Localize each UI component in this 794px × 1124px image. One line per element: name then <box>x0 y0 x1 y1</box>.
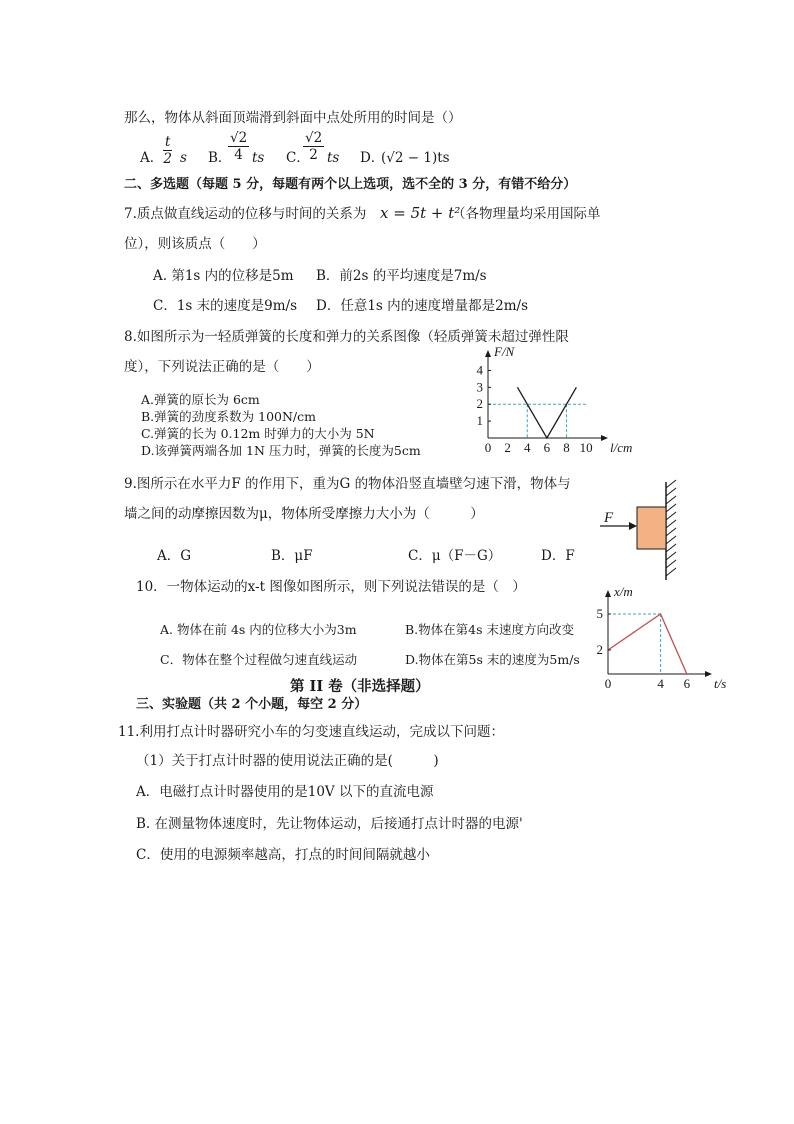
q8-option-a: A.弹簧的原长为 6cm <box>141 392 260 407</box>
q9-option-d: D．F <box>541 548 575 564</box>
x-axis-arrowhead <box>705 671 712 677</box>
q6-option-a-denominator: 2 <box>163 151 173 167</box>
x-tick-label: 0 <box>604 676 612 691</box>
q6-stem: 那么，物体从斜面顶端滑到斜面中点处所用的时间是（） <box>124 110 462 126</box>
part-2-title: 第 II 卷（非选择题） <box>290 678 430 695</box>
x-axis-label: l/cm <box>610 440 633 455</box>
q6-option-a-unit: s <box>180 150 187 166</box>
x-tick-label: 0 <box>484 440 492 455</box>
wall-hatching <box>666 480 676 576</box>
q8-stem-a: 8.如图所示为一轻质弹簧的长度和弹力的关系图像（轻质弹簧未超过弹性限 <box>124 329 569 345</box>
y-axis-arrowhead <box>605 590 611 597</box>
q7-stem-a: 7.质点做直线运动的位移与时间的关系为 <box>124 206 367 222</box>
x-t-chart <box>590 584 730 692</box>
q8-option-d: D.该弹簧两端各加 1N 压力时，弹簧的长度为5cm <box>141 443 421 458</box>
x-tick-label: 10 <box>579 440 593 455</box>
q6-option-d-label: D． <box>360 150 385 166</box>
q7-stem-b: （各物理量均采用国际单 <box>452 206 601 222</box>
q11-option-b: B. 在测量物体速度时，先让物体运动，后接通打点计时器的电源' <box>136 816 523 832</box>
force-label: F <box>604 510 614 526</box>
q7-option-b: B．前2s 的平均速度是7m/s <box>316 268 487 284</box>
q8-option-c: C.弹簧的长为 0.12m 时弹力的大小为 5N <box>141 426 375 441</box>
q6-option-a-numerator: t <box>165 134 171 150</box>
q6-option-c-fraction <box>303 130 324 163</box>
q6-option-b-denominator: 4 <box>234 147 243 163</box>
q11-sub1: （1）关于打点计时器的使用说法正确的是( ) <box>136 753 439 769</box>
q6-option-b-unit: ts <box>252 150 265 166</box>
q7-option-d: D．任意1s 内的速度增量都是2m/s <box>316 298 528 314</box>
x-tick-label: 8 <box>563 440 570 455</box>
q9-option-a: A．G <box>157 548 192 564</box>
x-tick-label: 6 <box>683 676 691 691</box>
y-tick-label: 3 <box>476 379 483 395</box>
x-tick-label: 2 <box>504 440 511 455</box>
q7-option-c: C．1s 末的速度是9m/s <box>153 298 298 314</box>
q6-option-b-fraction <box>228 130 249 163</box>
q6-option-c-numerator: √2 <box>305 130 323 146</box>
q6-option-d-text: (√2 − 1)ts <box>381 150 450 166</box>
q6-option-c-denominator: 2 <box>309 147 318 163</box>
q6-option-c-label: C． <box>286 150 310 166</box>
block <box>637 507 666 549</box>
section-3-title: 三、实验题（共 2 个小题，每空 2 分） <box>136 697 368 712</box>
section-2-title: 二、多选题（每题 5 分，每题有两个以上选项，选不全的 3 分，有错不给分） <box>124 177 577 192</box>
y-axis-label: F/N <box>494 344 515 359</box>
q10-option-a: A. 物体在前 4s 内的位移大小为3m <box>160 622 357 637</box>
q6-option-c-unit: ts <box>327 150 340 166</box>
q6-option-b-numerator: √2 <box>230 130 248 146</box>
wall-block-diagram <box>596 480 686 582</box>
y-tick-label: 2 <box>596 642 603 657</box>
q8-option-b: B.弹簧的劲度系数为 100N/cm <box>141 409 316 424</box>
y-tick-label: 5 <box>596 606 603 621</box>
q6-option-a-fraction <box>163 134 172 167</box>
series-line <box>517 387 576 438</box>
x-axis-label: t/s <box>714 676 727 691</box>
q7-formula: x = 5t + t² <box>380 204 461 222</box>
q9-stem-a: 9.图所示在水平力F 的作用下，重为G 的物体沿竖直墙壁匀速下滑，物体与 <box>124 476 571 492</box>
q11-option-a: A．电磁打点计时器使用的是10V 以下的直流电源 <box>136 784 434 800</box>
y-axis-label: x/m <box>614 584 633 599</box>
series-line <box>608 614 687 674</box>
q7-option-a: A. 第1s 内的位移是5m <box>153 268 294 284</box>
y-axis-arrowhead <box>485 350 491 357</box>
q11-stem: 11.利用打点计时器研究小车的匀变速直线运动，完成以下问题： <box>118 724 504 740</box>
q8-stem-b: 度），下列说法正确的是（ ） <box>124 359 320 375</box>
q6-option-a-label: A． <box>140 150 164 166</box>
x-axis-arrowhead <box>601 435 608 441</box>
y-tick-label: 1 <box>476 413 483 429</box>
x-tick-label: 6 <box>543 440 551 455</box>
y-tick-label: 4 <box>476 362 483 378</box>
spring-force-length-chart <box>470 344 633 458</box>
x-tick-label: 4 <box>657 676 664 691</box>
q10-option-b: B.物体在第4s 末速度方向改变 <box>405 622 575 637</box>
q9-option-c: C．μ（F－G） <box>408 548 502 564</box>
q10-option-c: C．物体在整个过程做匀速直线运动 <box>160 652 358 667</box>
q9-option-b: B．μF <box>271 548 313 564</box>
q10-stem: 10．一物体运动的x-t 图像如图所示，则下列说法错误的是（ ） <box>136 579 526 595</box>
q11-option-c: C．使用的电源频率越高，打点的时间间隔就越小 <box>136 847 430 863</box>
q6-option-b-label: B． <box>208 150 232 166</box>
q9-stem-b: 墙之间的动摩擦因数为μ，物体所受摩擦力大小为（ ） <box>124 506 484 522</box>
q7-stem-c: 位），则该质点（ ） <box>124 236 266 252</box>
force-arrowhead <box>629 522 637 530</box>
q10-option-d: D.物体在第5s 末的速度为5m/s <box>405 652 580 667</box>
y-tick-label: 2 <box>476 396 483 412</box>
x-tick-label: 4 <box>524 440 531 455</box>
